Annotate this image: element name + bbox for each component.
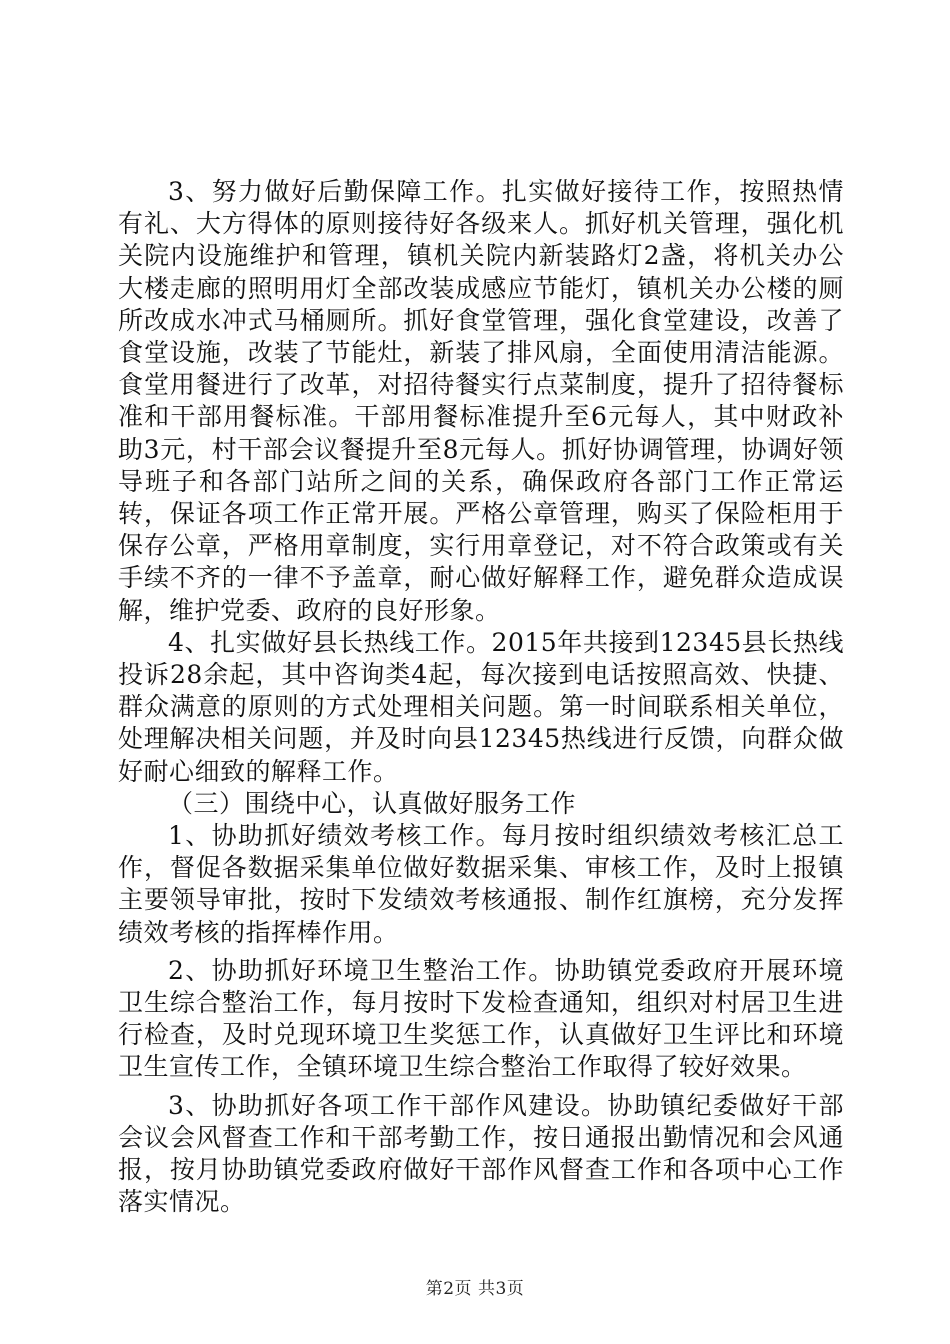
paragraph-environmental-sanitation: 2、协助抓好环境卫生整治工作。协助镇党委政府开展环境卫生综合整治工作，每月按时下发检查通知，组织对村居卫生进行检查，及时兑现环境卫生奖惩工作，认真做好卫生评比和环境卫生宣传工作，全镇环境卫生综合整治工作取得了较好效果。 <box>118 955 844 1082</box>
paragraph-logistics-support: 3、努力做好后勤保障工作。扎实做好接待工作，按照热情有礼、大方得体的原则接待好各级来人。抓好机关管理，强化机关院内设施维护和管理，镇机关院内新装路灯2盏，将机关办公大楼走廊的照明用灯全部改装成感应节能灯，镇机关办公楼的厕所改成水冲式马桶厕所。抓好食堂管理，强化食堂建设，改善了食堂设施，改装了节能灶，新装了排风扇，全面使用清洁能源。食堂用餐进行了改革，对招待餐实行点菜制度，提升了招待餐标准和干部用餐标准。干部用餐标准提升至6元每人，其中财政补助3元，村干部会议餐提升至8元每人。抓好协调管理，协调好领导班子和各部门站所之间的关系，确保政府各部门工作正常运转，保证各项工作正常开展。严格公章管理，购买了保险柜用于保存公章，严格用章制度，实行用章登记，对不符合政策或有关手续不齐的一律不予盖章，耐心做好解释工作，避免群众造成误解，维护党委、政府的良好形象。 <box>118 177 844 625</box>
paragraph-cadre-work-style: 3、协助抓好各项工作干部作风建设。协助镇纪委做好干部会议会风督查工作和干部考勤工作，按日通报出勤情况和会风通报，按月协助镇党委政府做好干部作风督查工作和各项中心工作落实情况。 <box>118 1090 844 1217</box>
section-heading-service-work: （三）围绕中心，认真做好服务工作 <box>168 788 577 818</box>
page-number-footer: 第2页 共3页 <box>425 1279 525 1299</box>
paragraph-county-hotline: 4、扎实做好县长热线工作。2015年共接到12345县长热线投诉28余起，其中咨询类4起，每次接到电话按照高效、快捷、群众满意的原则的方式处理相关问题。第一时间联系相关单位，处理解决相关问题，并及时向县12345热线进行反馈，向群众做好耐心细致的解释工作。 <box>118 627 844 786</box>
paragraph-performance-assessment: 1、协助抓好绩效考核工作。每月按时组织绩效考核汇总工作，督促各数据采集单位做好数据采集、审核工作，及时上报镇主要领导审批，按时下发绩效考核通报、制作红旗榜，充分发挥绩效考核的指挥棒作用。 <box>118 821 844 947</box>
document-body <box>118 176 844 1219</box>
